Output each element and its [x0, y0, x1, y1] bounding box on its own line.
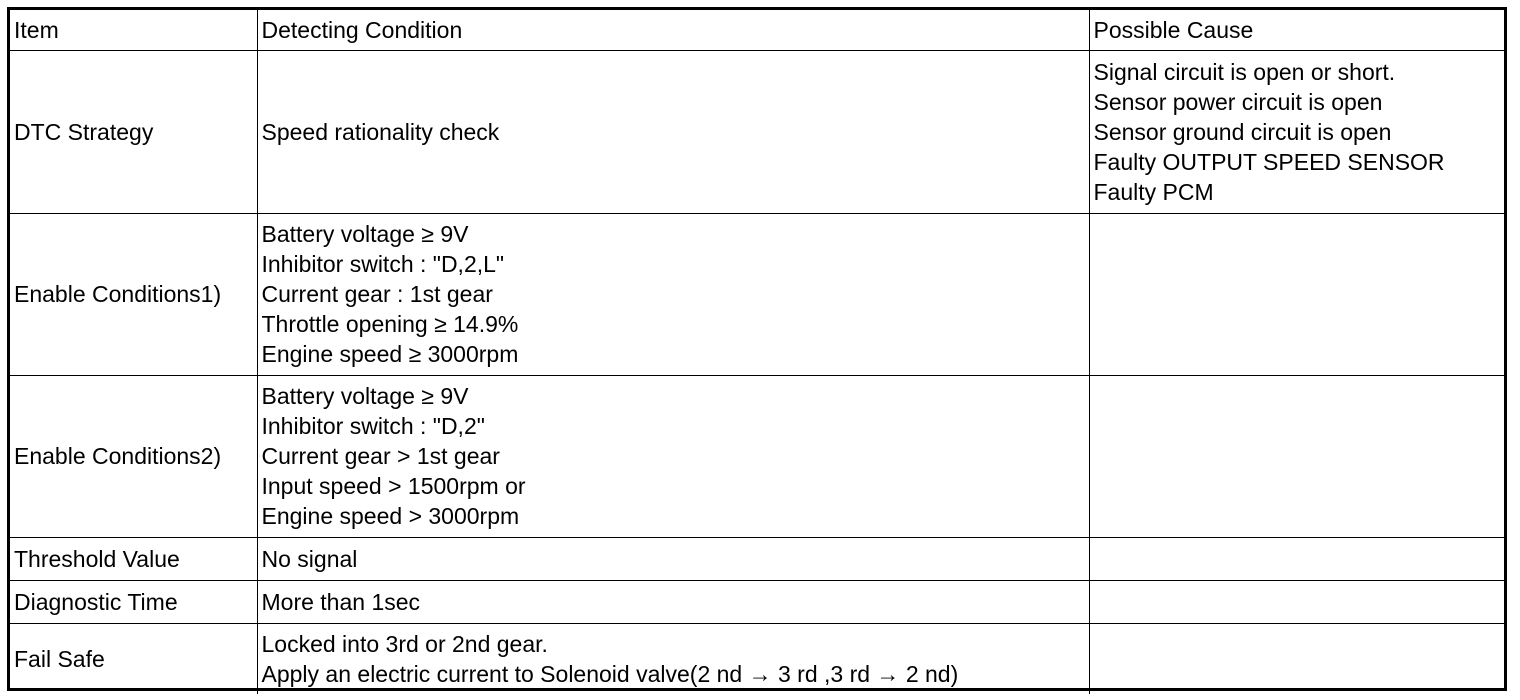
condition-line: More than 1sec	[261, 588, 421, 615]
cause-cell-empty	[1089, 213, 1504, 375]
cause-line: Faulty OUTPUT SPEED SENSOR	[1093, 148, 1445, 175]
cause-cell-empty	[1089, 623, 1504, 694]
item-cell: DTC Strategy	[10, 50, 257, 213]
item-cell: Threshold Value	[10, 537, 257, 580]
item-cell: Diagnostic Time	[10, 580, 257, 623]
condition-line: Current gear : 1st gear	[261, 281, 493, 307]
table-row-fail-safe	[10, 623, 1504, 694]
table-row-enable-conditions-1	[10, 213, 1504, 375]
condition-line: Throttle opening ≥ 14.9%	[261, 311, 519, 337]
condition-cell	[257, 623, 1089, 694]
cause-cell-empty	[1089, 580, 1504, 623]
table-row-enable-conditions-2	[10, 375, 1504, 537]
condition-cell	[257, 375, 1089, 537]
cause-cell-empty	[1089, 537, 1504, 580]
condition-cell	[257, 50, 1089, 213]
cause-line: Signal circuit is open or short.	[1093, 58, 1396, 85]
condition-cell	[257, 213, 1089, 375]
condition-line: Battery voltage ≥ 9V	[261, 221, 469, 247]
condition-line: Inhibitor switch : "D,2,L"	[261, 251, 505, 277]
cause-cell-empty	[1089, 375, 1504, 537]
condition-line: Engine speed ≥ 3000rpm	[261, 341, 519, 367]
table-header-row	[10, 10, 1504, 50]
header-item: Item	[10, 10, 257, 50]
item-cell: Enable Conditions1)	[10, 213, 257, 375]
header-detecting-condition: Detecting Condition	[257, 10, 1089, 50]
condition-line: Battery voltage ≥ 9V	[261, 383, 469, 409]
diagnostic-table-sheet	[7, 7, 1507, 691]
condition-line: No signal	[261, 545, 358, 572]
condition-line: Speed rationality check	[261, 118, 500, 145]
table-row-dtc-strategy	[10, 50, 1504, 213]
item-cell: Enable Conditions2)	[10, 375, 257, 537]
condition-line: Engine speed > 3000rpm	[261, 503, 520, 529]
cause-line: Sensor ground circuit is open	[1093, 118, 1392, 145]
table-row-threshold-value	[10, 537, 1504, 580]
table-row-diagnostic-time	[10, 580, 1504, 623]
item-cell: Fail Safe	[10, 623, 257, 694]
condition-cell	[257, 537, 1089, 580]
cause-line: Sensor power circuit is open	[1093, 88, 1383, 115]
cause-line: Faulty PCM	[1093, 178, 1214, 205]
condition-line: Current gear > 1st gear	[261, 443, 500, 469]
condition-line: Locked into 3rd or 2nd gear.	[261, 630, 548, 657]
cause-cell	[1089, 50, 1504, 213]
header-possible-cause: Possible Cause	[1089, 10, 1504, 50]
diagnostic-table	[10, 10, 1504, 694]
condition-line: Apply an electric current to Solenoid valve(2 nd → 3 rd ,3 rd → 2 nd)	[261, 660, 959, 687]
condition-line: Inhibitor switch : "D,2"	[261, 413, 485, 439]
condition-cell	[257, 580, 1089, 623]
condition-line: Input speed > 1500rpm or	[261, 473, 526, 499]
